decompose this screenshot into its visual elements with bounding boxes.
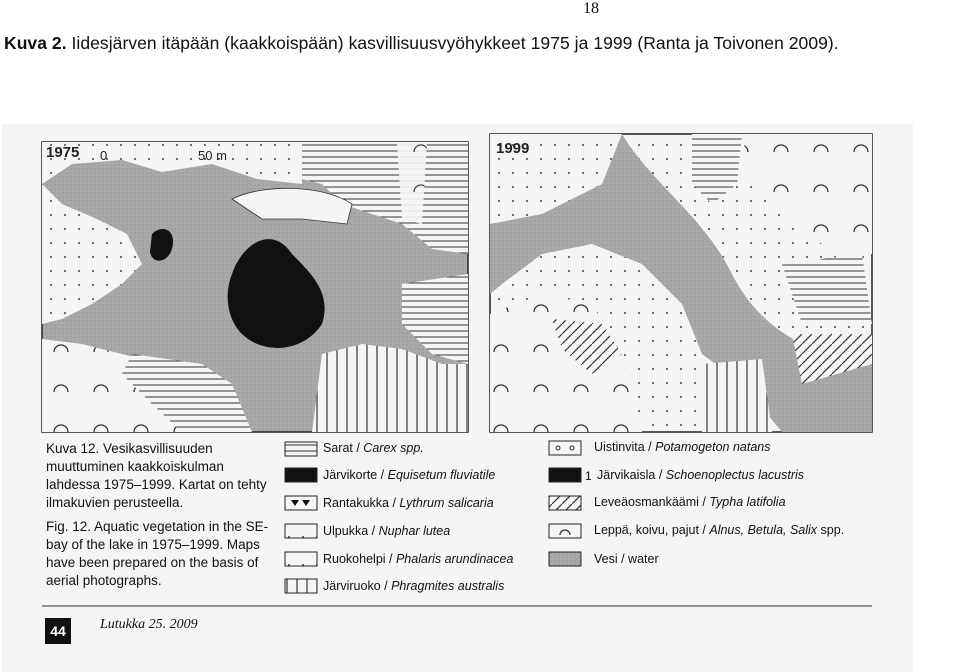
legend-item: Järvikaisla / Schoenoplectus lacustris	[597, 468, 805, 482]
legend-item: Vesi / water	[594, 552, 659, 566]
legend-item: Uistinvita / Potamogeton natans	[594, 440, 771, 454]
legend-item: Leveäosmankäämi / Typha latifolia	[594, 495, 786, 509]
caption-text: Iidesjärven itäpään (kaakkoispään) kasvillisuusvyöhykkeet 1975 ja 1999 (Ranta ja Toivonen 2009).	[66, 33, 839, 53]
legend-swatches-right	[549, 441, 581, 566]
map-label-1975: 1975	[46, 144, 80, 161]
sidebar-finnish: Kuva 12. Vesikasvillisuuden muuttuminen kaakkoiskulman lahdessa 1975–1999. Kartat on tehty ilmakuvien perusteella.	[46, 441, 267, 510]
legend-item: Ruokohelpi / Phalaris arundinacea	[323, 552, 514, 566]
journal-name: Lutukka 25. 2009	[100, 617, 198, 632]
scale-zero: 0	[100, 148, 108, 163]
scanned-figure	[2, 124, 913, 672]
page-number: 18	[583, 0, 599, 17]
map-label-1999: 1999	[496, 140, 530, 157]
legend-item: Sarat / Carex spp.	[323, 441, 424, 455]
legend-marker: 1	[585, 469, 592, 483]
figure-sidebar-text	[46, 440, 276, 590]
map-1975	[42, 142, 468, 432]
legend-swatches-left	[285, 442, 317, 593]
map-1999	[490, 134, 872, 432]
caption-prefix: Kuva 2.	[4, 33, 67, 53]
legend-item: Rantakukka / Lythrum salicaria	[323, 496, 494, 510]
figure-caption	[4, 33, 839, 54]
legend-item: Leppä, koivu, pajut / Alnus, Betula, Salix spp.	[594, 523, 845, 537]
journal-page-number: 44	[45, 618, 71, 644]
legend-item: Ulpukka / Nuphar lutea	[323, 524, 451, 538]
scale-end: 50 m	[198, 148, 227, 163]
legend-item: Järvikorte / Equisetum fluviatile	[323, 468, 496, 482]
legend-item: Järviruoko / Phragmites australis	[323, 579, 505, 593]
sidebar-english: Fig. 12. Aquatic vegetation in the SE-bay of the lake in 1975–1999. Maps have been prepared on the basis of aerial photographs.	[46, 519, 269, 588]
